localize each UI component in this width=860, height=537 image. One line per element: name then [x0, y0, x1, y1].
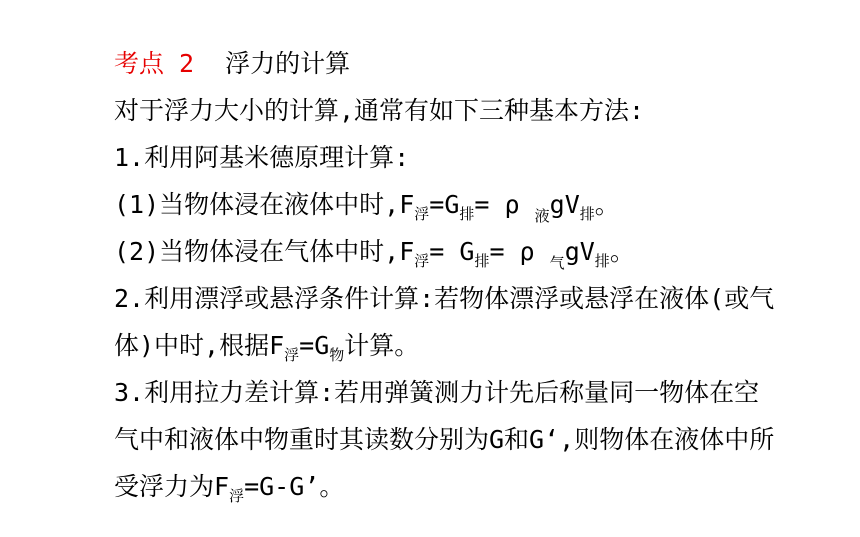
topic-title: 浮力的计算: [225, 49, 351, 78]
case2-eq2: = ρ: [489, 237, 550, 266]
subscript-wu: 物: [329, 346, 345, 364]
method3-line1: 3.利用拉力差计算:若用弹簧测力计先后称量同一物体在空: [114, 378, 760, 407]
subscript-float: 浮: [229, 487, 245, 505]
method3-line3: [114, 463, 834, 510]
slide-content: [114, 40, 834, 510]
intro-text: 对于浮力大小的计算,通常有如下三种基本方法:: [114, 96, 645, 125]
method3-line2: 气中和液体中物重时其读数分别为G和G‘,则物体在液体中所: [114, 425, 775, 454]
case1-eq3: gV: [549, 190, 580, 219]
topic-label: 考点 2: [114, 49, 195, 78]
method3-prefix: 受浮力为F: [114, 472, 230, 501]
method1-case2: [114, 228, 834, 275]
subscript-pai: 排: [594, 252, 610, 270]
subscript-liquid: 液: [534, 207, 550, 225]
case1-eq1: =G: [429, 190, 460, 219]
heading-line: [114, 40, 834, 87]
subscript-pai: 排: [579, 205, 595, 223]
method2-eq: =G: [299, 331, 330, 360]
case2-eq3: gV: [564, 237, 595, 266]
method1-case1: [114, 181, 834, 228]
case1-end: 。: [594, 190, 620, 219]
subscript-pai: 排: [459, 205, 475, 223]
case2-end: 。: [609, 237, 635, 266]
subscript-pai: 排: [474, 252, 490, 270]
method2-end: 计算。: [344, 331, 420, 360]
subscript-float: 浮: [284, 346, 300, 364]
case2-prefix: (2)当物体浸在气体中时,F: [114, 237, 415, 266]
method2-prefix: 体)中时,根据F: [114, 331, 285, 360]
subscript-gas: 气: [549, 254, 565, 272]
method1-title: 1.利用阿基米德原理计算:: [114, 143, 410, 172]
subscript-float: 浮: [414, 205, 430, 223]
subscript-float: 浮: [414, 252, 430, 270]
case1-prefix: (1)当物体浸在液体中时,F: [114, 190, 415, 219]
method3-end: =G-G’。: [244, 472, 345, 501]
method2-line2: [114, 322, 834, 369]
case2-eq1: = G: [429, 237, 475, 266]
case1-eq2: = ρ: [474, 190, 535, 219]
method2-line1: 2.利用漂浮或悬浮条件计算:若物体漂浮或悬浮在液体(或气: [114, 284, 775, 313]
